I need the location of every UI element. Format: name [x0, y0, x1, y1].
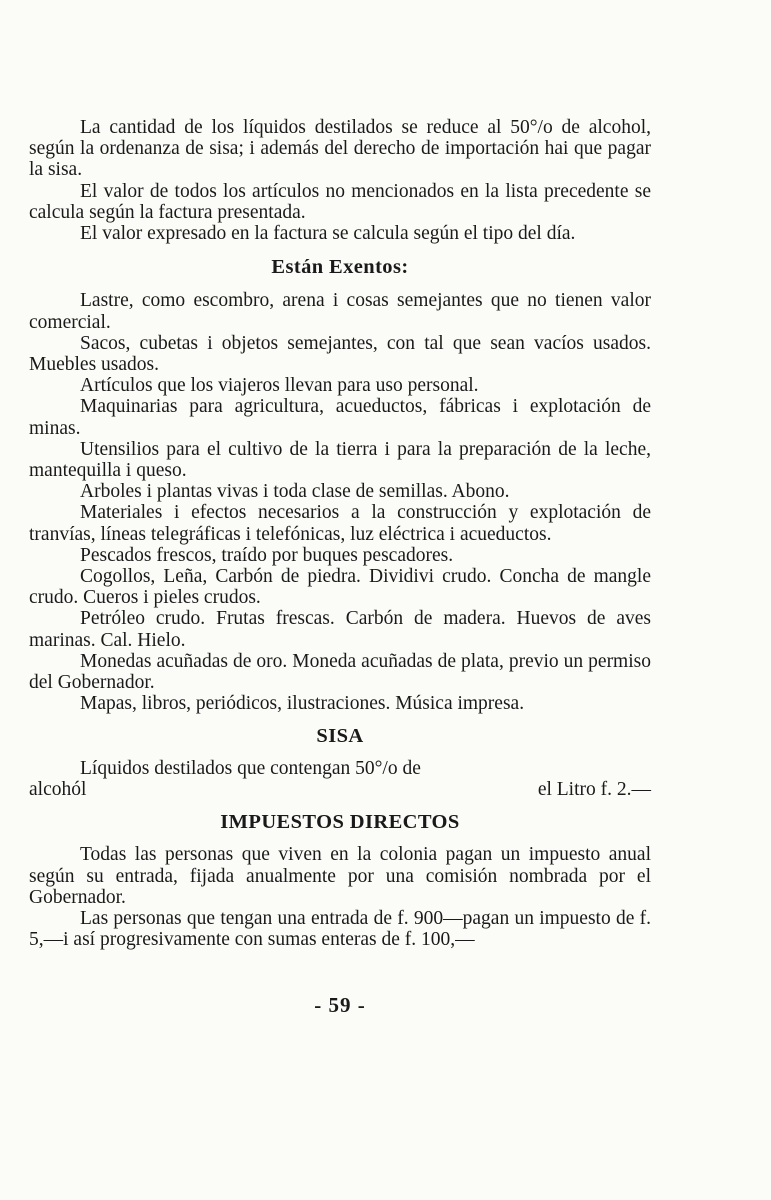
section-heading-sisa: SISA [316, 725, 364, 748]
exempt-item: Arboles i plantas vivas i toda clase de semillas. Abono. [80, 481, 510, 503]
exempt-item: Sacos, cubetas i objetos semejantes, con tal que sean vacíos usados. Muebles usados. [29, 332, 651, 376]
exempt-item: Materiales i efectos necesarios a la construcción y explotación de tranvías, líneas telegráficas i telefónicas, luz eléctrica i acueductos. [29, 502, 651, 545]
sisa-rate: el Litro f. 2.— [537, 778, 651, 800]
sisa-line: Líquidos destilados que contengan 50°/o de [80, 757, 421, 779]
paragraph: El valor expresado en la factura se calcula según el tipo del día. [80, 223, 576, 245]
paragraph: La cantidad de los líquidos destilados se reduce al 50°/o de alcohol, según la ordenanza de sisa; i además del derecho de importación hai que pagar la sisa. [29, 117, 651, 181]
paragraph: El valor de todos los artículos no mencionados en la lista precedente se calcula según la factura presentada. [29, 180, 651, 223]
exempt-item: Pescados frescos, traído por buques pescadores. [80, 544, 454, 566]
section-heading-impuestos: IMPUESTOS DIRECTOS [220, 811, 460, 834]
page-number: - 59 - [314, 993, 366, 1017]
exempt-item: Maquinarias para agricultura, acueductos, fábricas i explotación de minas. [29, 396, 651, 439]
paragraph: Las personas que tengan una entrada de f. 900—pagan un impuesto de f. 5,—i así progresivamente con sumas enteras de f. 100,— [29, 907, 651, 951]
exempt-item: Cogollos, Leña, Carbón de piedra. Dividivi crudo. Concha de mangle crudo. Cueros i pieles crudos. [29, 566, 651, 609]
exempt-item: Monedas acuñadas de oro. Moneda acuñadas de plata, previo un permiso del Gobernador. [29, 650, 651, 694]
sisa-item: alcohól [29, 778, 87, 800]
text-block [29, 117, 651, 950]
sisa-rate-row [29, 779, 651, 800]
sisa-entry [29, 758, 651, 800]
exempt-item: Petróleo crudo. Frutas frescas. Carbón de madera. Huevos de aves marinas. Cal. Hielo. [29, 608, 651, 651]
exempt-item: Artículos que los viajeros llevan para uso personal. [80, 375, 479, 397]
paragraph: Todas las personas que viven en la colonia pagan un impuesto anual según su entrada, fijada anualmente por una comisión nombrada por el Gobernador. [29, 844, 651, 908]
exempt-item: Utensilios para el cultivo de la tierra i para la preparación de la leche, mantequilla i queso. [29, 438, 651, 482]
section-heading-exentos: Están Exentos: [271, 256, 409, 279]
exempt-item: Lastre, como escombro, arena i cosas semejantes que no tienen valor comercial. [29, 290, 651, 333]
exempt-item: Mapas, libros, periódicos, ilustraciones. Música impresa. [80, 693, 525, 715]
